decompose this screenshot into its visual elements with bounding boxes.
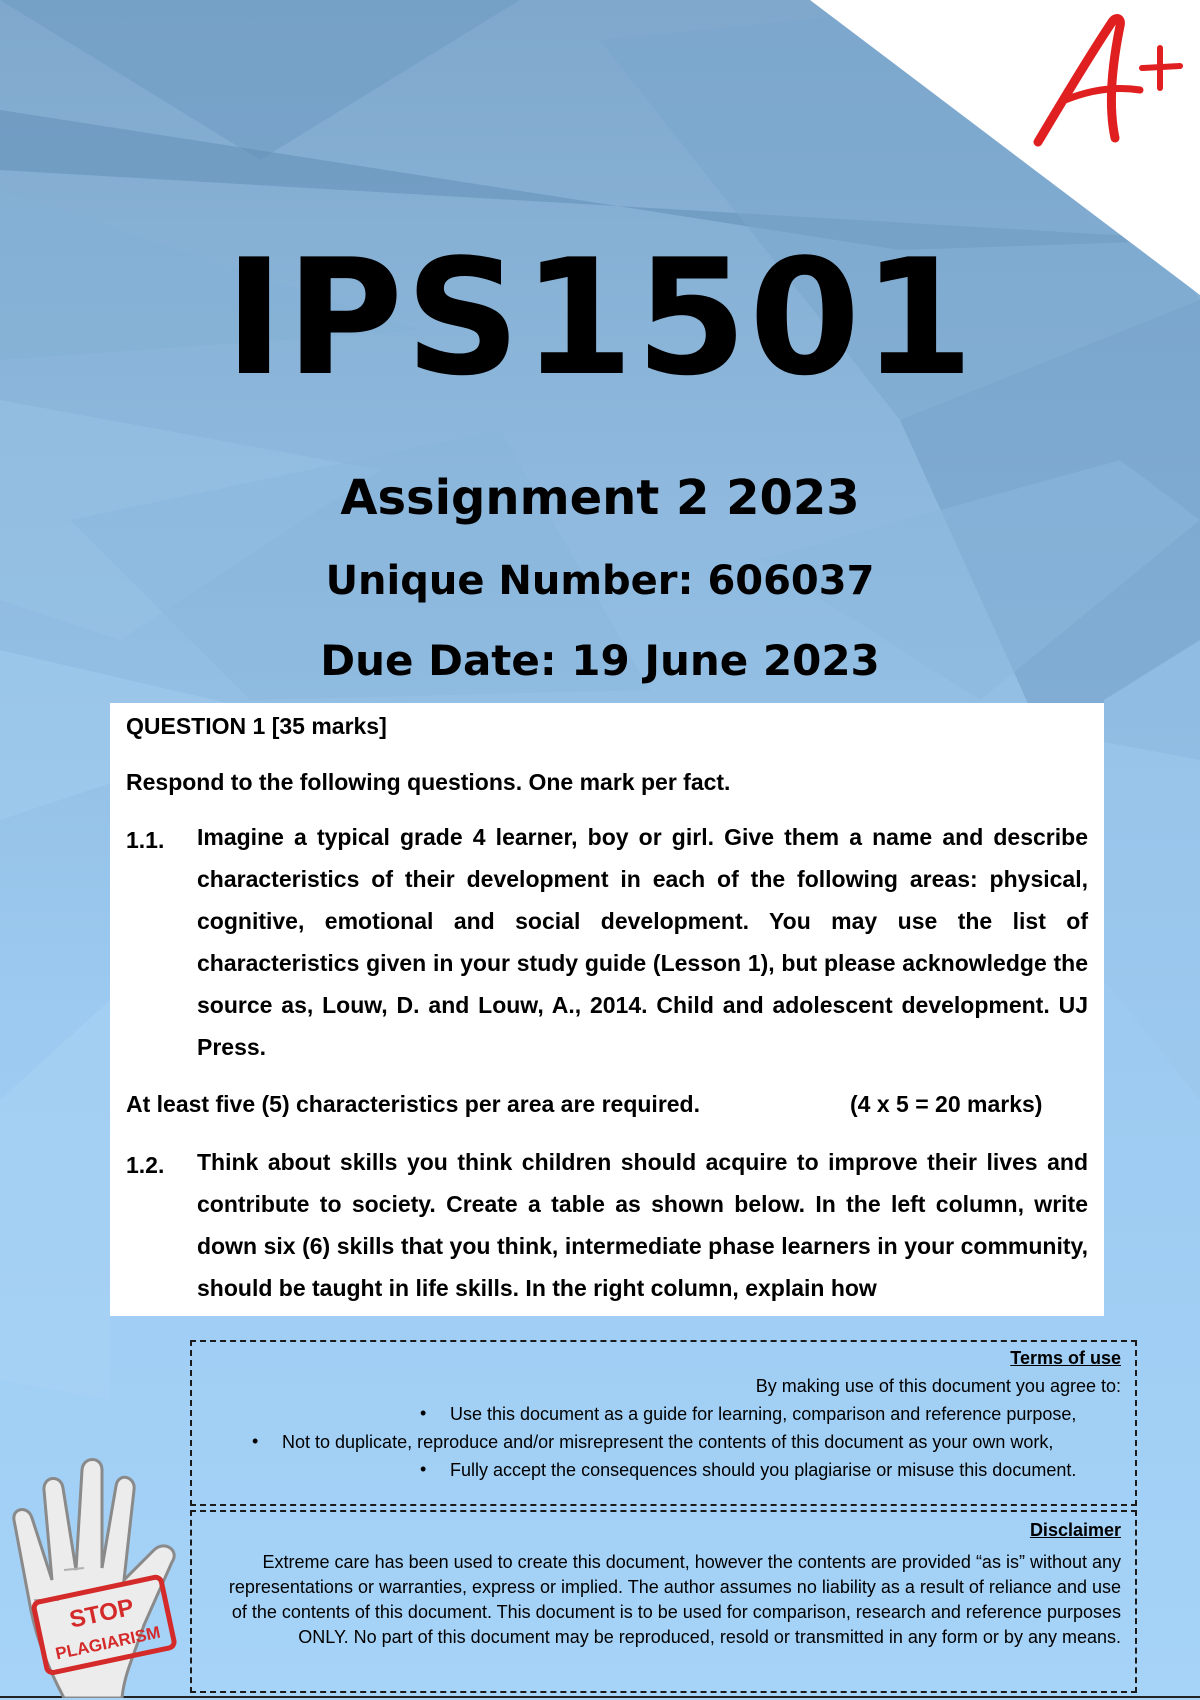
question-instruction: Respond to the following questions. One mark per fact.	[126, 769, 731, 795]
item-number: 1.1.	[126, 827, 165, 853]
question-box	[110, 703, 1104, 1316]
list-item	[420, 1459, 1077, 1481]
terms-bullet: Not to duplicate, reproduce and/or misrepresent the contents of this document as your own work,	[282, 1432, 1054, 1452]
question-heading: QUESTION 1 [35 marks]	[126, 713, 387, 739]
bullet-icon: •	[420, 1459, 427, 1479]
due-date: Due Date: 19 June 2023	[320, 636, 880, 685]
unique-number: Unique Number: 606037	[325, 558, 875, 604]
disclaimer-title: Disclaimer	[1029, 1520, 1121, 1540]
item-text: Think about skills you think children should acquire to improve their lives and contribute to society. Create a table as shown below. In the left column, write down six (6) skills that you think, intermediate phase learners in your community, should be taught in life skills. In the right column, explain how	[197, 1149, 1088, 1301]
disclaimer-text: Extreme care has been used to create this document, however the contents are provided “as is” without any representations or warranties, express or implied. The author assumes no liability as a result of reliance and use of the contents of this document. This document is to be used for comparison, research and reference purposes ONLY. No part of this document may be reproduced, resold or transmitted in any form or by any means.	[228, 1552, 1121, 1647]
list-item	[420, 1403, 1077, 1425]
item-number: 1.2.	[126, 1152, 165, 1178]
stamp-line-1: STOP	[67, 1593, 137, 1634]
terms-intro: By making use of this document you agree to:	[755, 1376, 1121, 1396]
item-text: Imagine a typical grade 4 learner, boy or girl. Give them a name and describe characteristics of their development in each of the following areas: physical, cognitive, emotional and social development. You may use the list of characteristics given in your study guide (Lesson 1), but please acknowledge the source as, Louw, D. and Louw, A., 2014. Child and adolescent development. UJ Press.	[197, 824, 1088, 1060]
stamp-line-2: PLAGIARISM	[53, 1622, 163, 1664]
bullet-icon: •	[420, 1403, 427, 1423]
requirement-text: At least five (5) characteristics per area are required.	[126, 1091, 701, 1117]
terms-bullet: Use this document as a guide for learning, comparison and reference purpose,	[450, 1404, 1077, 1424]
assignment-title: Assignment 2 2023	[340, 470, 860, 526]
requirement-marks: (4 x 5 = 20 marks)	[850, 1091, 1043, 1117]
course-code-title: IPS1501	[224, 224, 976, 411]
terms-bullet: Fully accept the consequences should you plagiarise or misuse this document.	[450, 1460, 1077, 1480]
stop-plagiarism-hand-icon	[4, 1450, 234, 1698]
bullet-icon: •	[252, 1431, 259, 1451]
terms-of-use-box	[190, 1340, 1137, 1506]
disclaimer-box	[190, 1510, 1137, 1693]
list-item	[252, 1431, 1054, 1453]
terms-title: Terms of use	[1010, 1348, 1121, 1368]
grade-mark-a-plus	[1020, 10, 1190, 160]
